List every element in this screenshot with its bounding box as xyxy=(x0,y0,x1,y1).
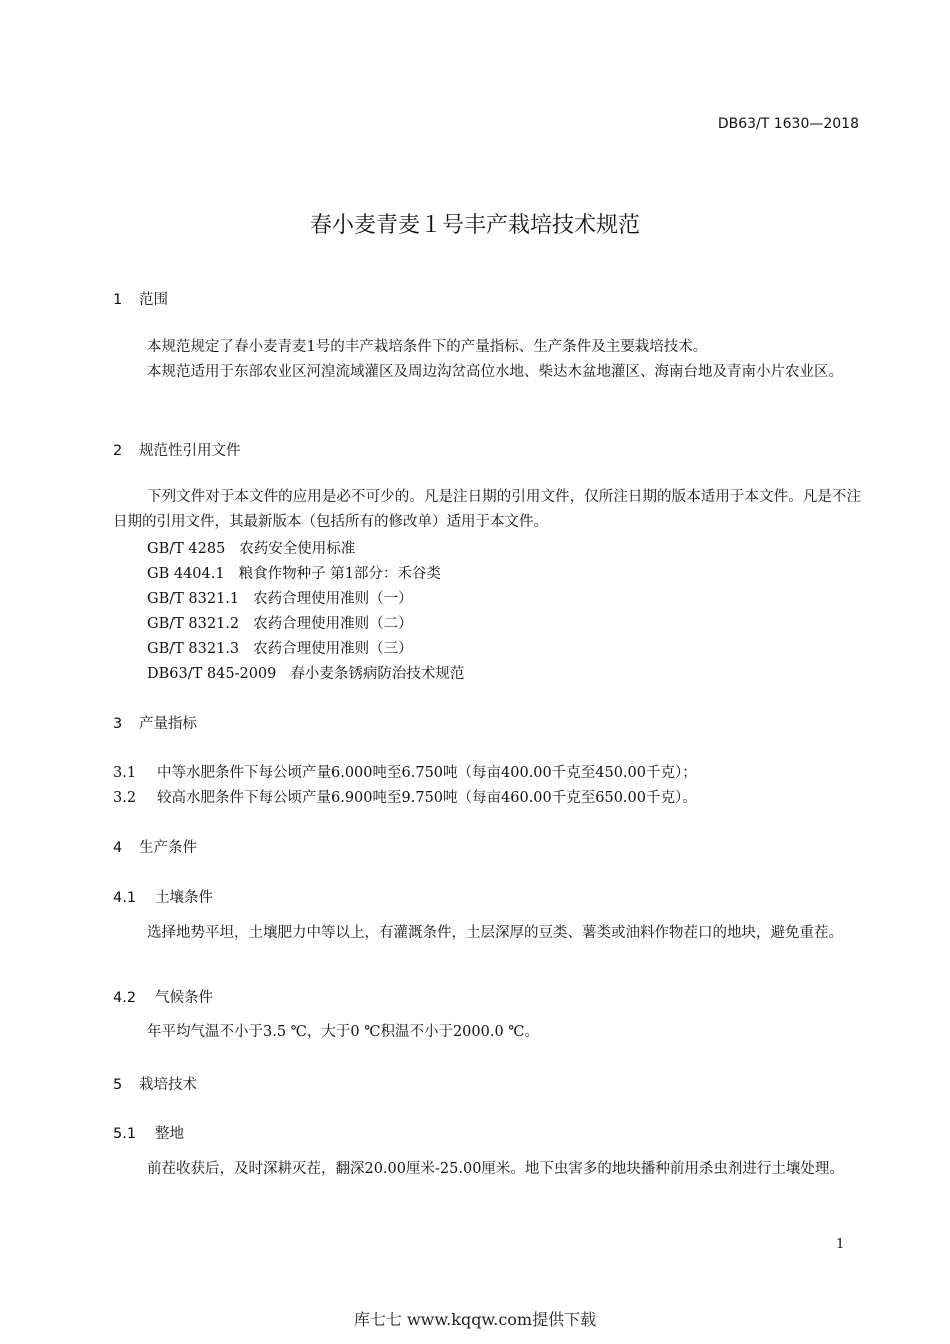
section-title: 生产条件 xyxy=(139,840,197,856)
section-number: 3 xyxy=(113,716,123,732)
subsection-number: 4.2 xyxy=(113,990,137,1006)
item-3-1 xyxy=(113,761,697,786)
download-footer: 库七七 www.kqqw.com提供下载 xyxy=(353,1310,597,1329)
subsection-4-1-heading xyxy=(113,886,213,907)
section-1-paragraph-2: 本规范适用于东部农业区河湟流域灌区及周边沟岔高位水地、柴达木盆地灌区、海南台地及青南小片农业区。 xyxy=(147,364,843,380)
section-1-heading xyxy=(113,288,168,309)
section-title: 范围 xyxy=(139,292,168,308)
section-title: 产量指标 xyxy=(139,716,197,732)
reference-item xyxy=(147,562,441,583)
reference-item xyxy=(147,662,464,683)
section-1-paragraph-1: 本规范规定了春小麦青麦1号的丰产栽培条件下的产量指标、生产条件及主要栽培技术。 xyxy=(147,339,708,355)
reference-title: 粮食作物种子 第1部分：禾谷类 xyxy=(238,566,441,582)
section-3-heading xyxy=(113,712,197,733)
reference-code: GB/T 8321.1 xyxy=(147,591,240,607)
section-title: 栽培技术 xyxy=(139,1077,197,1093)
reference-code: GB/T 8321.3 xyxy=(147,641,240,657)
subsection-number: 5.1 xyxy=(113,1126,137,1142)
section-number: 4 xyxy=(113,840,123,856)
item-text: 中等水肥条件下每公顷产量6.000吨至6.750吨（每亩400.00千克至450.00千克）； xyxy=(157,765,697,781)
reference-code: DB63/T 845-2009 xyxy=(147,666,277,682)
section-number: 2 xyxy=(113,443,123,459)
subsection-number: 4.1 xyxy=(113,890,137,906)
section-2-paragraph-1: 下列文件对于本文件的应用是必不可少的。凡是注日期的引用文件，仅所注日期的版本适用于本文件。凡是不注日期的引用文件，其最新版本（包括所有的修改单）适用于本文件。 xyxy=(113,489,861,530)
item-3-2 xyxy=(113,786,697,811)
reference-title: 春小麦条锈病防治技术规范 xyxy=(290,666,465,682)
reference-code: GB/T 4285 xyxy=(147,541,226,557)
subsection-5-1-paragraph: 前茬收获后，及时深耕灭茬，翻深20.00厘米-25.00厘米。地下虫害多的地块播种前用杀虫剂进行土壤处理。 xyxy=(147,1161,844,1177)
subsection-title: 土壤条件 xyxy=(155,890,213,906)
page-number: 1 xyxy=(836,1237,845,1252)
section-number: 1 xyxy=(113,292,123,308)
item-text: 较高水肥条件下每公顷产量6.900吨至9.750吨（每亩460.00千克至650.00千克）。 xyxy=(157,790,697,806)
item-number: 3.2 xyxy=(113,790,137,806)
subsection-title: 整地 xyxy=(155,1126,184,1142)
reference-item xyxy=(147,612,413,633)
subsection-title: 气候条件 xyxy=(155,990,213,1006)
reference-title: 农药合理使用准则（三） xyxy=(253,641,413,657)
reference-item xyxy=(147,537,355,558)
section-4-heading xyxy=(113,836,197,857)
item-number: 3.1 xyxy=(113,765,137,781)
reference-item xyxy=(147,637,413,658)
reference-code: GB/T 8321.2 xyxy=(147,616,240,632)
reference-item xyxy=(147,587,413,608)
document-title: 春小麦青麦１号丰产栽培技术规范 xyxy=(309,213,640,238)
subsection-4-2-paragraph: 年平均气温不小于3.5 ℃，大于0 ℃积温不小于2000.0 ℃。 xyxy=(147,1024,540,1040)
section-title: 规范性引用文件 xyxy=(139,443,241,459)
standard-code: DB63/T 1630—2018 xyxy=(717,116,859,132)
subsection-4-2-heading xyxy=(113,986,213,1007)
section-2-heading xyxy=(113,439,241,460)
subsection-5-1-heading xyxy=(113,1122,184,1143)
reference-title: 农药合理使用准则（一） xyxy=(253,591,413,607)
subsection-4-1-paragraph: 选择地势平坦，土壤肥力中等以上，有灌溉条件，土层深厚的豆类、薯类或油料作物茬口的地块，避免重茬。 xyxy=(147,925,843,941)
section-number: 5 xyxy=(113,1077,123,1093)
section-5-heading xyxy=(113,1073,197,1094)
reference-code: GB 4404.1 xyxy=(147,566,225,582)
reference-title: 农药合理使用准则（二） xyxy=(253,616,413,632)
reference-title: 农药安全使用标准 xyxy=(239,541,356,557)
